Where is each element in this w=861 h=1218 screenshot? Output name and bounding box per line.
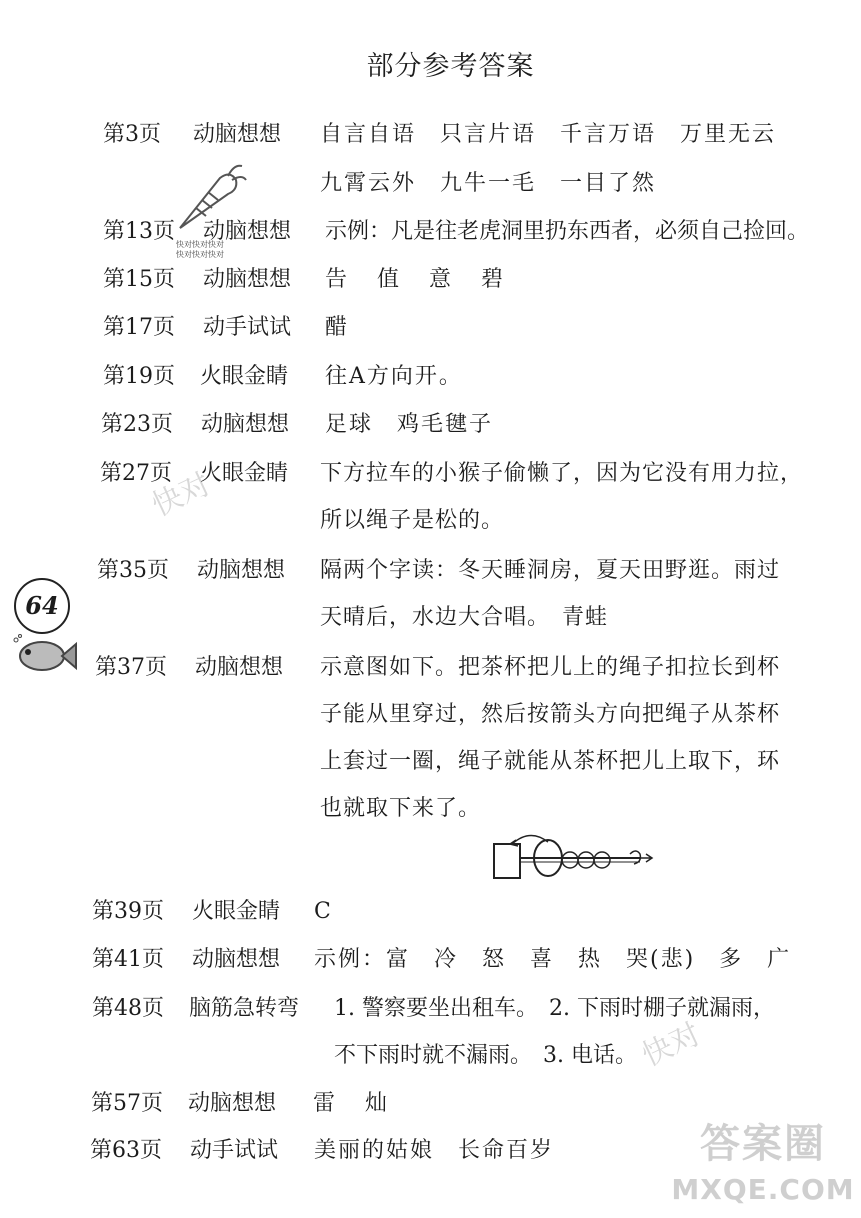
section-label: 动脑想想 [193, 122, 282, 147]
answer-text: 示例：富 冷 怒 喜 热 哭(悲) 多 广 [314, 947, 792, 972]
answer-text: 示例：凡是往老虎洞里扔东西者，必须自己捡回。 [325, 219, 810, 244]
watermark: 快对 [146, 466, 217, 524]
cup-rope-diagram [490, 828, 660, 888]
section-label: 动脑想想 [201, 412, 290, 437]
page-label: 第37页 [95, 655, 167, 680]
answer-text: C [314, 899, 333, 924]
stamp: 快对快对快对 快对快对快对 [176, 240, 224, 259]
section-label: 动手试试 [203, 315, 292, 340]
section-label: 动脑想想 [188, 1091, 277, 1116]
section-label: 火眼金睛 [200, 461, 289, 486]
page-number-badge: 64 [14, 578, 70, 634]
answer-text: 足球 鸡毛毽子 [325, 412, 494, 437]
watermark: 快对 [636, 1016, 707, 1074]
section-label: 动脑想想 [203, 219, 292, 244]
section-label: 动手试试 [190, 1138, 279, 1163]
page-label: 第3页 [103, 122, 161, 147]
page-label: 第39页 [92, 899, 164, 924]
answer-text: 隔两个字读：冬天睡洞房，夏天田野逛。雨过 天晴后，水边大合唱。 青蛙 [320, 558, 781, 630]
page-label: 第35页 [97, 558, 169, 583]
page-label: 第57页 [91, 1091, 163, 1116]
page-label: 第15页 [103, 267, 175, 292]
section-label: 动脑想想 [195, 655, 284, 680]
watermark-url: MXQE.COM [671, 1173, 855, 1206]
page-label: 第23页 [101, 412, 173, 437]
page-label: 第19页 [103, 364, 175, 389]
page-label: 第48页 [92, 996, 164, 1021]
page-label: 第17页 [103, 315, 175, 340]
section-label: 火眼金睛 [192, 899, 281, 924]
watermark-logo: 答案圈 [700, 1121, 826, 1167]
page-title: 部分参考答案 [366, 51, 535, 82]
section-label: 动脑想想 [192, 947, 281, 972]
footer-watermark [668, 1112, 858, 1206]
answer-text: 雷 灿 [313, 1091, 392, 1116]
answer-text: 下方拉车的小猴子偷懒了，因为它没有用力拉， 所以绳子是松的。 [320, 461, 804, 533]
section-label: 动脑想想 [203, 267, 292, 292]
section-label: 动脑想想 [197, 558, 286, 583]
answer-text: 示意图如下。把茶杯把儿上的绳子扣拉长到杯 子能从里穿过，然后按箭头方向把绳子从茶杯 上套过一圈，绳子就能从茶杯把儿上取下，环 也就取下来了。 [320, 655, 781, 821]
section-label: 火眼金睛 [200, 364, 289, 389]
page-label: 第27页 [100, 461, 172, 486]
answer-text: 美丽的姑娘 长命百岁 [314, 1138, 555, 1163]
answer-text: 告 值 意 碧 [325, 267, 508, 292]
answer-text: 自言自语 只言片语 千言万语 万里无云 九霄云外 九牛一毛 一目了然 [320, 122, 777, 196]
page-label: 第13页 [103, 219, 175, 244]
fish-icon [12, 634, 78, 678]
answer-text: 1. 警察要坐出租车。 2. 下雨时棚子就漏雨， 不下雨时就不漏雨。 3. 电话。 [334, 996, 775, 1068]
page-label: 第41页 [92, 947, 164, 972]
page-label: 第63页 [90, 1138, 162, 1163]
section-label: 脑筋急转弯 [189, 996, 300, 1021]
answer-text: 醋 [325, 315, 350, 340]
answer-text: 往A方向开。 [325, 364, 463, 389]
